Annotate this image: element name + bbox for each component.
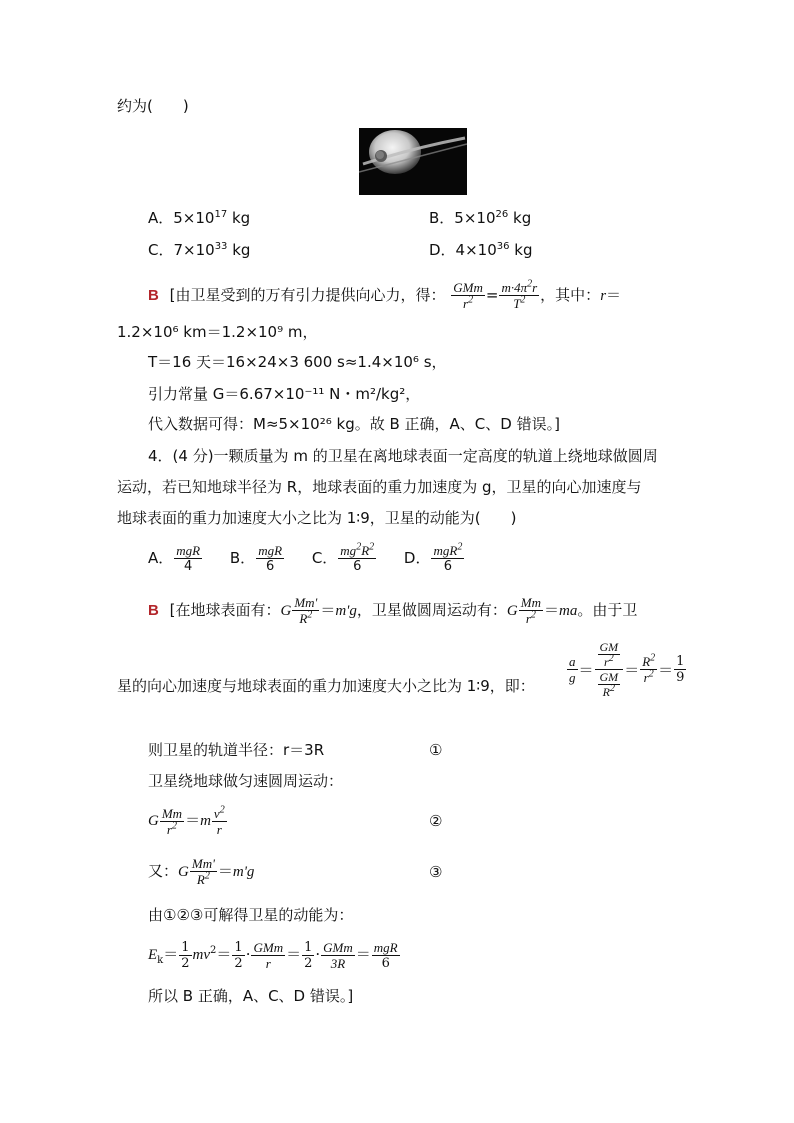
q4-option-c: C． $\frac{mg^2R^2}{6}$ — [311, 541, 375, 574]
q4-option-b: B． $\frac{\text{mgR}}{6}$ — [229, 543, 283, 574]
q4-mark1: ① — [429, 741, 443, 759]
q4-stem-line1: 4．(4 分)一颗质量为 m 的卫星在离地球表面一定高度的轨道上绕地球做圆周 — [148, 447, 658, 465]
q4-step4: 由①②③可解得卫星的动能为： — [148, 906, 354, 924]
q3-solution-line4: 引力常量 G＝6.67×10⁻¹¹ N・m²/kg²， — [148, 385, 421, 403]
saturn-figure — [359, 128, 467, 195]
q4-mark2: ② — [429, 812, 443, 830]
q4-answer: B — [148, 602, 159, 619]
q4-equation2: G $\frac{Mm}{r^2}$ ＝m $\frac{v^2}{r}$ — [148, 804, 225, 837]
q4-options — [148, 541, 465, 575]
q3-option-c: C．$7\times 10^{33}$ kg — [148, 241, 251, 259]
q4-kinetic-energy-formula: $E_k=$ $\frac{1}{2}$ $mv^2=$ $\frac{1}{2}$ · $\frac{\text{GMm}}{r}$ ＝ $\frac{1}{2}$ · $\frac{\text{GMm}}{3R}$ ＝ $\frac{\text{mgR}}{6}$ — [148, 939, 398, 971]
q4-ratio-formula: $\frac{a}{g}$ ＝ $\frac{\frac{GM}{r^2}}{\frac{GM}{R^2}}$ ＝ $\frac{R^2}{r^2}$ ＝ $\frac{1}{9}$ — [569, 640, 685, 699]
q4-conclusion: 所以 B 正确，A、C、D 错误。] — [148, 987, 354, 1005]
q3-answer: B — [148, 287, 159, 304]
q3-solution-line1: B [由卫星受到的万有引力提供向心力，得： $\frac{\text{GMm}}{r^2}$ = $\frac{m\cdot 4\pi^2r}{T^2}$ ，其中：r＝ — [148, 278, 622, 311]
q3-stem-tail: 约为( ) — [117, 97, 189, 115]
q3-solution-line2: 1.2×10⁶ km＝1.2×10⁹ m， — [117, 323, 318, 341]
q4-option-a: A． $\frac{\text{mgR}}{4}$ — [148, 543, 201, 574]
q3-formula-rhs: $\frac{m\cdot 4\pi^2r}{T^2}$ — [501, 278, 538, 311]
q4-step1: 则卫星的轨道半径：r＝3R — [148, 741, 325, 759]
q4-equation3: 又：G $\frac{Mm'}{R^2}$ ＝m'g — [148, 856, 255, 887]
q3-option-b: B．$5\times 10^{26}$ kg — [429, 209, 532, 227]
q4-option-d: D． $\frac{mgR^2}{6}$ — [403, 541, 463, 574]
q4-stem-line2: 运动，若已知地球半径为 R，地球表面的重力加速度为 g，卫星的向心加速度与 — [117, 478, 642, 496]
q3-solution-line3: T＝16 天＝16×24×3 600 s≈1.4×10⁶ s， — [148, 353, 447, 371]
q4-step2: 卫星绕地球做匀速圆周运动： — [148, 772, 344, 790]
q4-stem-line3: 地球表面的重力加速度大小之比为 1∶9，卫星的动能为( ) — [117, 509, 517, 527]
q3-option-d: D．$4\times 10^{36}$ kg — [429, 241, 533, 259]
q4-mark3: ③ — [429, 863, 443, 881]
q4-solution-line1: B [在地球表面有：G $\frac{Mm'}{R^2}$ ＝m'g，卫星做圆周运动有：G $\frac{Mm}{r^2}$ ＝ma。由于卫 — [148, 595, 638, 626]
q3-formula-lhs: $\frac{\text{GMm}}{r^2}$ — [453, 280, 483, 311]
q3-solution-line5: 代入数据可得：M≈5×10²⁶ kg。故 B 正确，A、C、D 错误。] — [148, 415, 560, 433]
q3-option-a: A．$5\times 10^{17}$ kg — [148, 209, 251, 227]
q4-solution-line2: 星的向心加速度与地球表面的重力加速度大小之比为 1∶9，即： — [117, 677, 535, 695]
